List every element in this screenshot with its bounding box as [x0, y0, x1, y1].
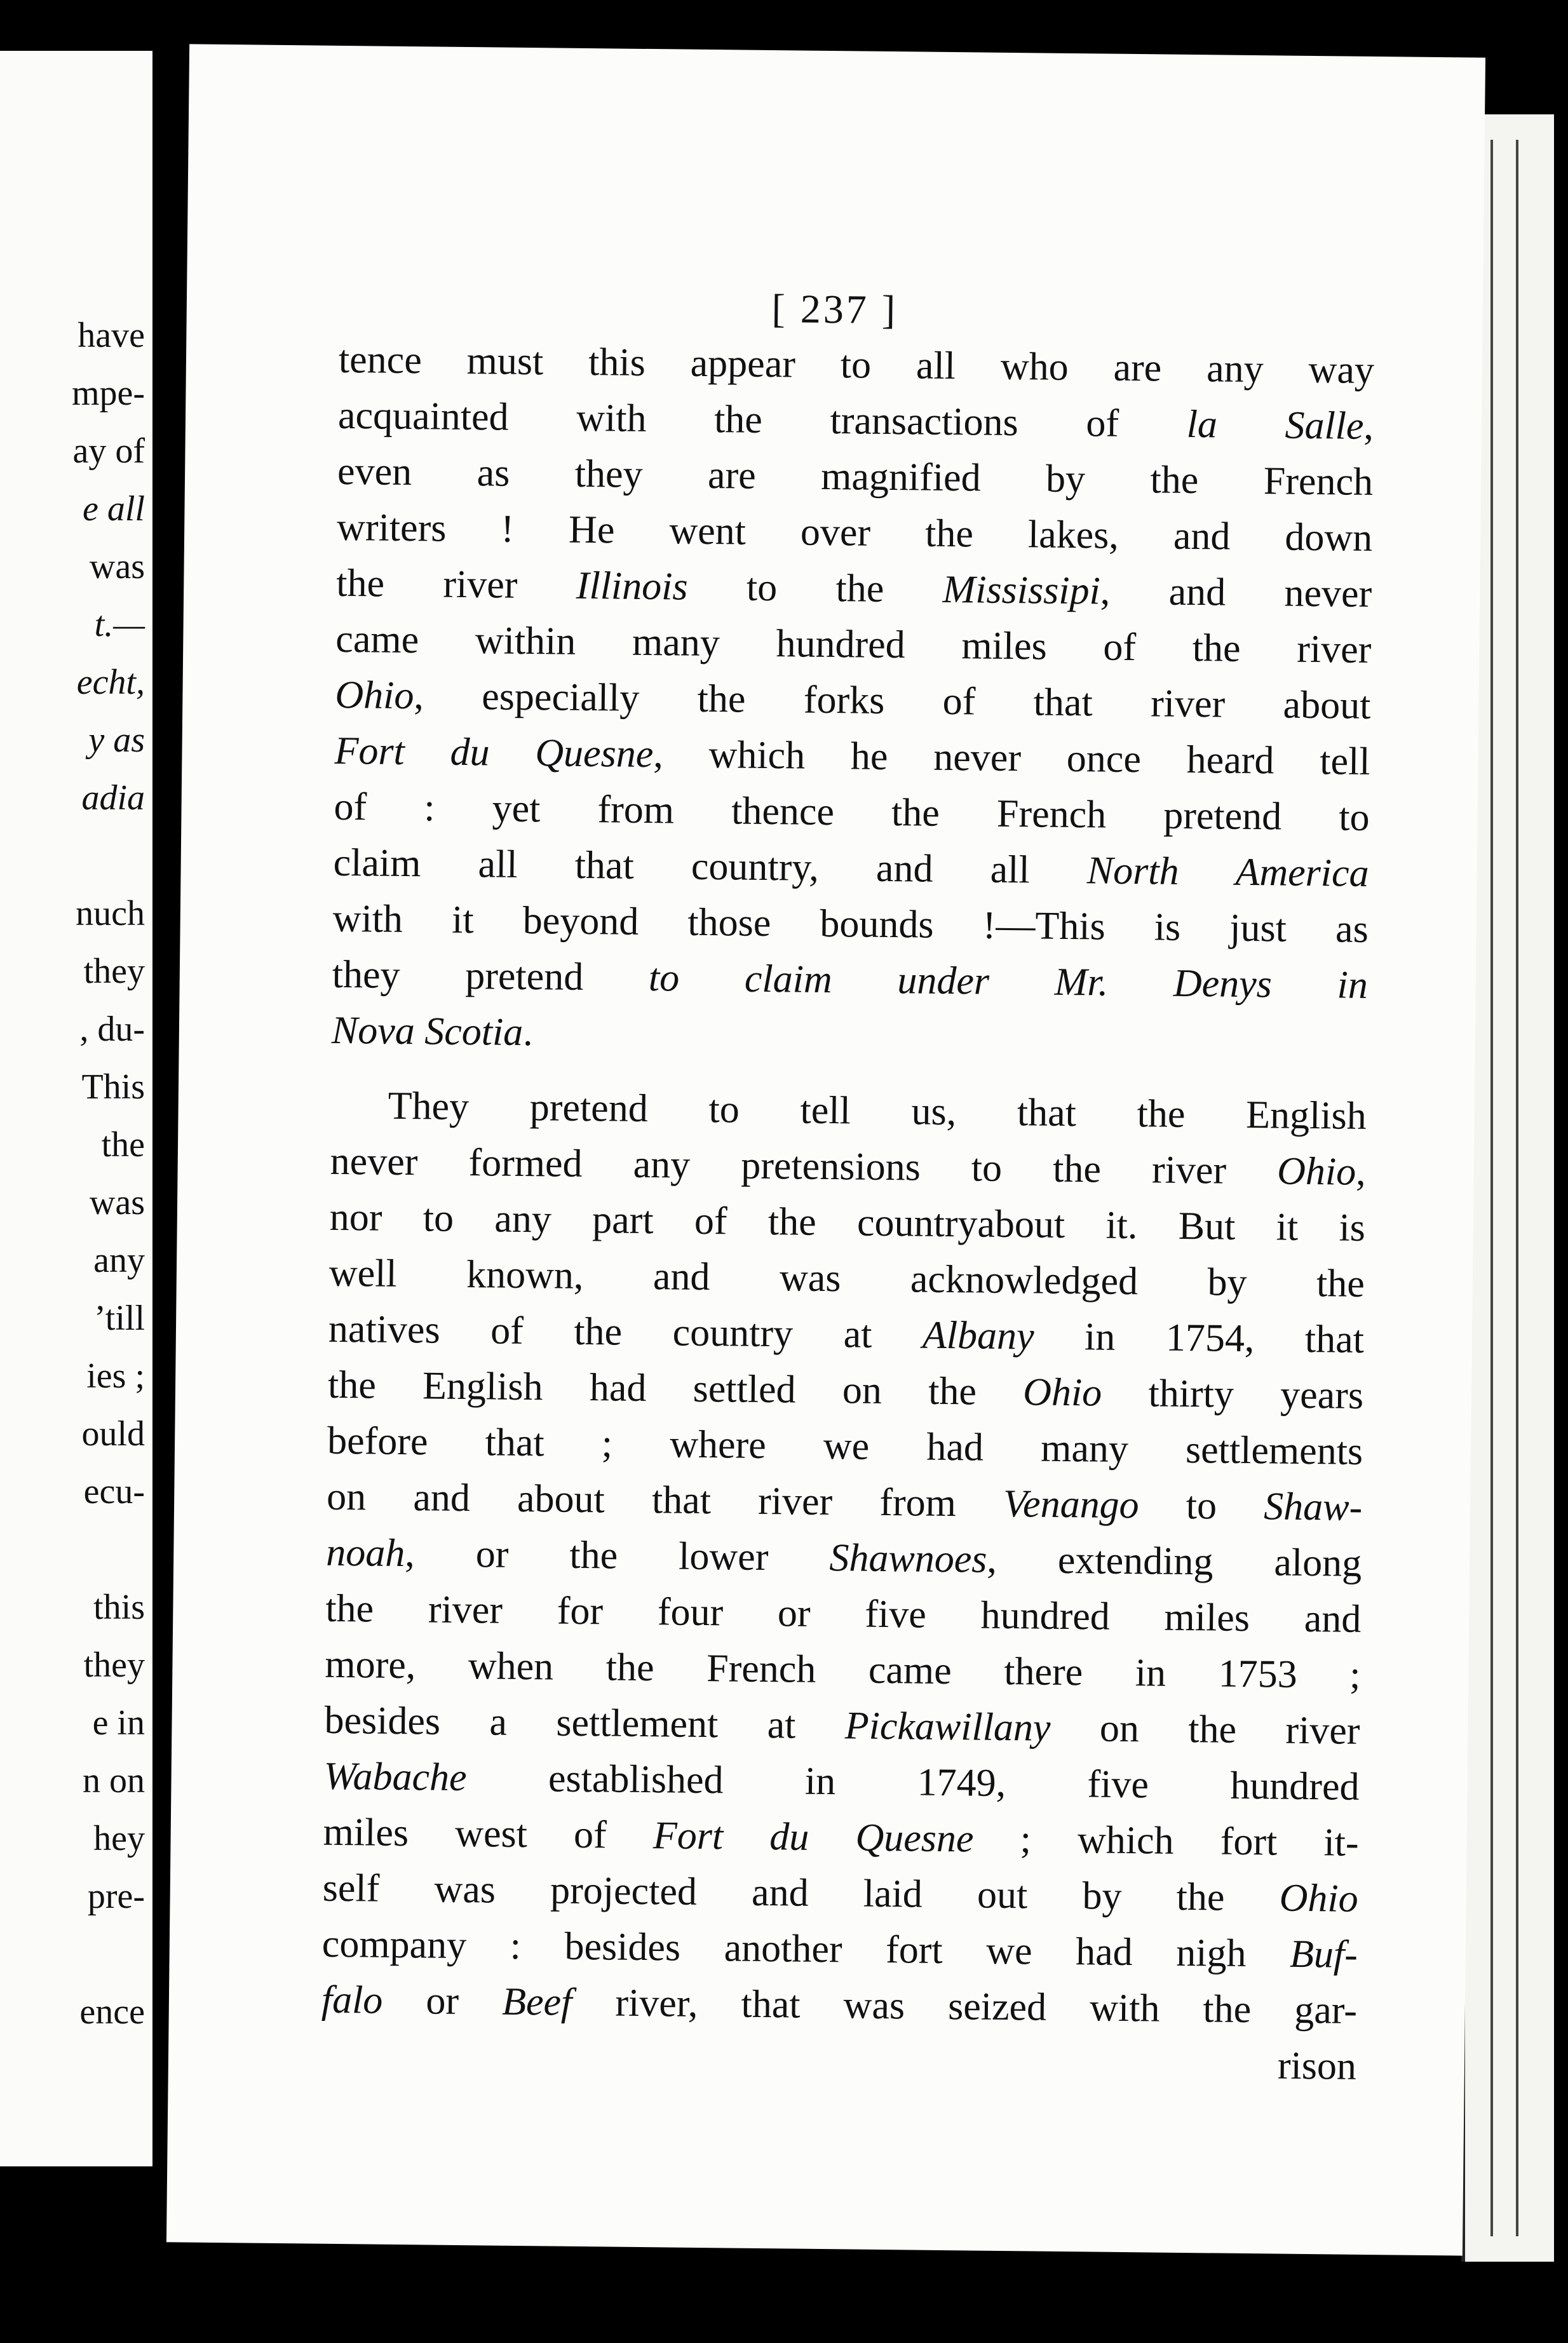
text-line: They pretend to tell us, that the English [388, 1084, 1367, 1138]
left-page-line: ecu- [83, 1472, 145, 1511]
left-page-line: have [78, 316, 145, 355]
text-line: Ohio, especially the forks of that river about [335, 673, 1371, 727]
body-text [321, 332, 1375, 2095]
left-page-line: this [93, 1588, 145, 1627]
text-line: before that ; where we had many settlements [327, 1419, 1363, 1473]
text-line: company : besides another fort we had nigh Buf- [321, 1922, 1358, 1976]
text-line: Wabache established in 1749, five hundred [323, 1754, 1360, 1809]
left-page-line: ould [81, 1414, 145, 1454]
text-line: more, when the French came there in 1753 ; [325, 1642, 1361, 1697]
text-line: well known, and was acknowledged by the [328, 1251, 1365, 1306]
text-line: self was projected and laid out by the Ohio [322, 1866, 1359, 1921]
text-line: besides a settlement at Pickawillany on the river [324, 1698, 1360, 1753]
left-page-line: adia [81, 778, 145, 818]
text-line: natives of the country at Albany in 1754, that [328, 1307, 1365, 1361]
left-page-line: echt, [76, 663, 145, 702]
text-line: noah, or the lower Shawnoes, extending along [325, 1530, 1362, 1585]
left-page-line: e all [83, 489, 145, 529]
text-line: the river for four or five hundred miles and [325, 1586, 1362, 1641]
text-line: writers ! He went over the lakes, and down [336, 505, 1373, 560]
left-page-line: This [81, 1067, 145, 1107]
left-page-line: they [83, 952, 145, 991]
paragraph-2 [321, 1077, 1367, 2039]
book-page [166, 44, 1485, 2255]
text-line: Nova Scotia. [331, 1008, 534, 1055]
left-page-line: , du- [79, 1009, 145, 1049]
page-edge-line [1516, 140, 1518, 2236]
text-line: on and about that river from Venango to Shaw- [326, 1475, 1363, 1529]
text-line: with it beyond those bounds !—This is just as [332, 896, 1369, 951]
text-line: never formed any pretensions to the river Ohio, [330, 1139, 1367, 1194]
text-line: came within many hundred miles of the river [335, 617, 1372, 672]
left-page-line: nuch [76, 894, 145, 933]
page-edge-line [1490, 140, 1493, 2236]
text-line: miles west of Fort du Quesne ; which fort it- [323, 1810, 1360, 1865]
text-line: tence must this appear to all who are any way [338, 337, 1375, 392]
left-page-line: ence [79, 1992, 145, 2032]
left-page-line: pre- [87, 1877, 145, 1916]
left-page-line: the [101, 1125, 145, 1165]
left-page-line: n on [83, 1761, 145, 1800]
previous-page-fragment [0, 51, 152, 2166]
text-line: acquainted with the transactions of la Salle, [337, 393, 1374, 448]
text-line: claim all that country, and all North America [333, 841, 1369, 895]
left-page-line: y as [88, 720, 145, 760]
text-line: the river Illinois to the Mississipi, and never [335, 561, 1372, 616]
text-line: falo or Beef river, that was seized with the gar- [321, 1978, 1358, 2032]
page-number: [ 237 ] [771, 286, 898, 333]
text-line: they pretend to claim under Mr. Denys in [332, 952, 1369, 1007]
left-page-line: mpe- [71, 374, 145, 413]
left-page-line: was [89, 1183, 145, 1222]
left-page-line: t.— [94, 605, 145, 644]
text-line: Fort du Quesne, which he never once heard tell [334, 729, 1370, 783]
left-page-line: any [93, 1241, 145, 1280]
left-page-line: hey [93, 1819, 145, 1858]
catchword: rison [1277, 2044, 1357, 2088]
text-line: the English had settled on the Ohio thirty years [327, 1363, 1364, 1417]
left-page-line: was [89, 547, 145, 586]
left-page-line: ’till [94, 1299, 145, 1338]
left-page-line: e in [92, 1703, 145, 1743]
text-line: of : yet from thence the French pretend to [334, 785, 1370, 839]
text-line: even as they are magnified by the French [337, 449, 1374, 504]
left-page-line: ies ; [86, 1356, 145, 1396]
left-page-line: ay of [72, 431, 145, 471]
text-line: nor to any part of the countryabout it. But it is [329, 1195, 1366, 1250]
paragraph-1 [331, 332, 1374, 1069]
left-page-line: they [83, 1645, 145, 1685]
